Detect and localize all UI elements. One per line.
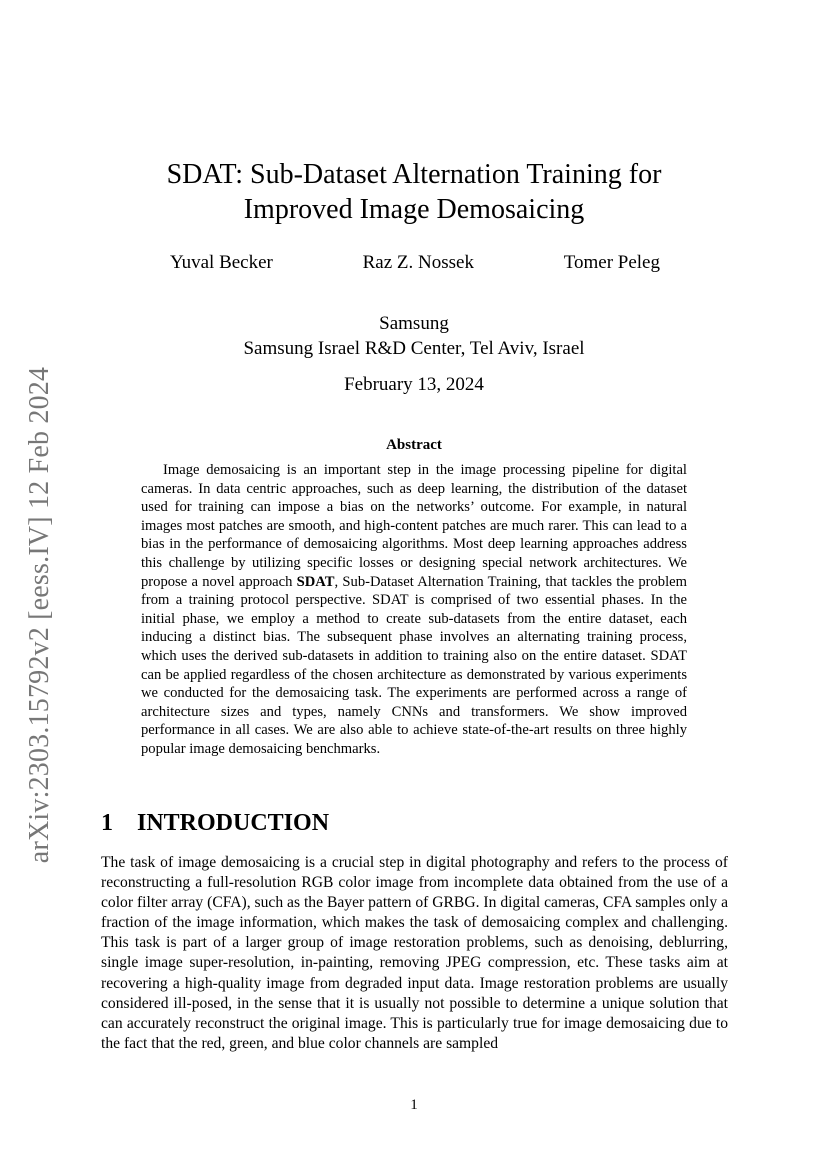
author-name: Tomer Peleg	[563, 252, 660, 273]
introduction-paragraph: The task of image demosaicing is a crucial step in digital photography and refers to the process of reconstructing a full-resolution RGB color image from incomplete data obtained from the use of a color filter array (CFA), such as the Bayer pattern of GRBG. In digital cameras, CFA samples only a fraction of the image information, which makes the task of demosaicing complex and challenging. This task is part of a larger group of image restoration problems, such as denoising, deblurring, single image super-resolution, in-painting, removing JPEG compression, etc. These tasks aim at recovering a high-quality image from degraded input data. Image restoration problems are usually considered ill-posed, in the sense that it is usually not possible to determine a unique solution that can accurately reconstruct the original image. This is particularly true for image demosaicing due to the fact that the red, green, and blue color channels are sampled	[101, 854, 728, 1052]
author-name: Yuval Becker	[170, 252, 273, 273]
abstract-bold-term: SDAT	[296, 573, 335, 590]
affiliation-organization: Samsung	[379, 313, 449, 334]
section-number: 1	[101, 810, 113, 836]
affiliation	[114, 311, 714, 361]
abstract-text-part-1: Image demosaicing is an important step in the image processing pipeline for digital cameras. In data centric approaches, such as deep learning, the distribution of the dataset used for training can impose a bias on the networks’ outcome. For example, in natural images most patches are smooth, and high-content patches are much rarer. This can lead to a bias in the performance of demosaicing algorithms. Most deep learning approaches address this challenge by utilizing specific losses or designing special network architectures. We propose a novel approach	[141, 462, 687, 590]
section-heading-introduction	[101, 810, 329, 837]
paper-title	[80, 157, 748, 227]
author-name: Raz Z. Nossek	[362, 252, 474, 273]
author-list	[170, 252, 660, 274]
arxiv-identifier-text: arXiv:2303.15792v2 [eess.IV] 12 Feb 2024	[24, 366, 55, 864]
section-title: INTRODUCTION	[137, 810, 330, 836]
publication-date: February 13, 2024	[344, 374, 484, 395]
page-number: 1	[410, 1097, 418, 1113]
abstract-body	[141, 461, 687, 759]
abstract-heading: Abstract	[386, 437, 442, 453]
affiliation-location: Samsung Israel R&D Center, Tel Aviv, Israel	[243, 338, 585, 359]
arxiv-side-identifier	[20, 365, 60, 865]
abstract-text-part-2: , Sub-Dataset Alternation Training, that tackles the problem from a training protocol perspective. SDAT is comprised of two essential phases. In the initial phase, we employ a method to create sub-datasets from the entire dataset, each inducing a distinct bias. The subsequent phase involves an alternating training process, which uses the derived sub-datasets in addition to training also on the entire dataset. SDAT can be applied regardless of the chosen architecture as demonstrated by various experiments we conducted for the demosaicing task. The experiments are performed across a range of architecture sizes and types, namely CNNs and transformers. We show improved performance in all cases. We are also able to achieve state-of-the-art results on three highly popular image demosaicing benchmarks.	[141, 573, 687, 757]
title-line-2: Improved Image Demosaicing	[243, 194, 585, 225]
title-line-1: SDAT: Sub-Dataset Alternation Training for	[166, 159, 662, 190]
